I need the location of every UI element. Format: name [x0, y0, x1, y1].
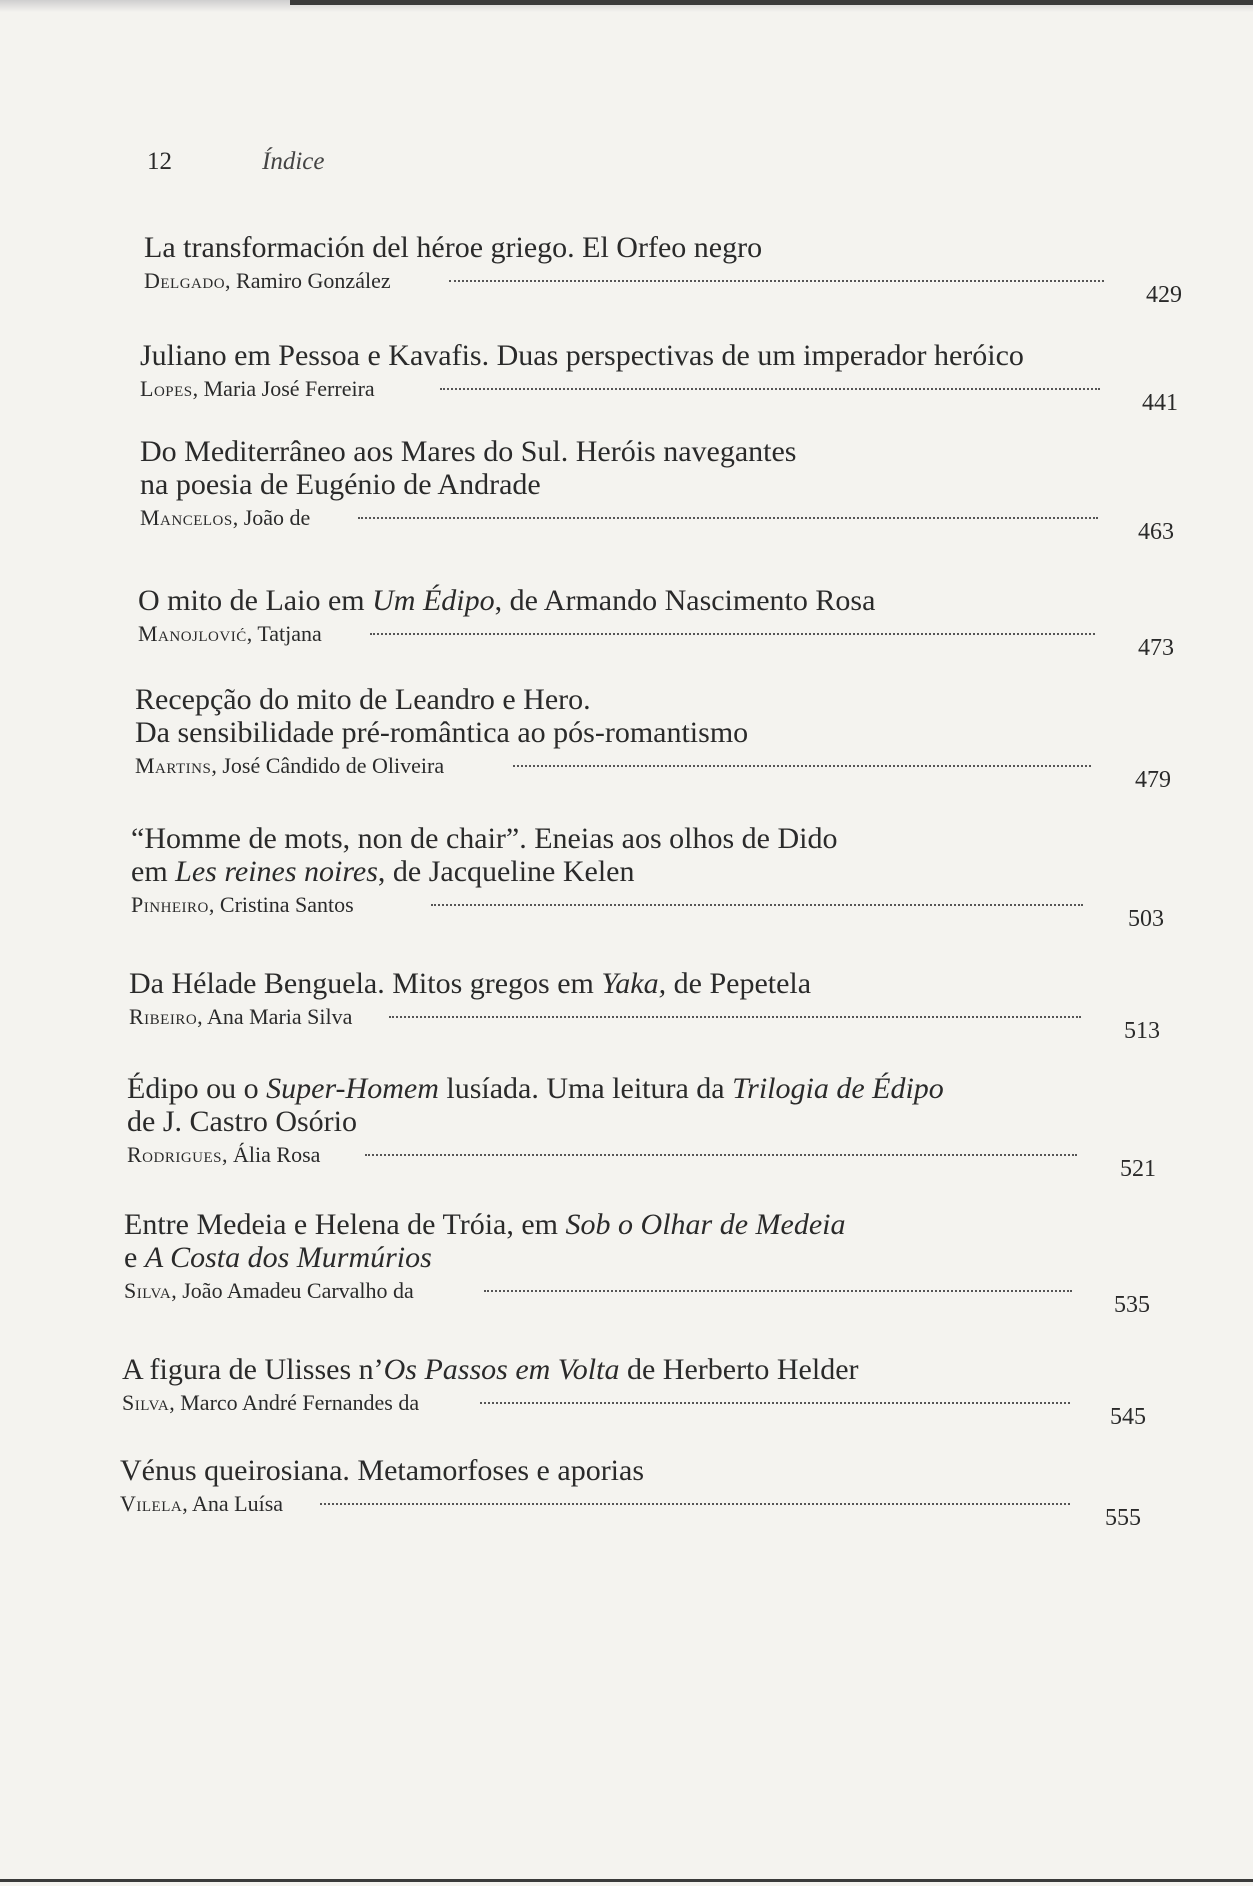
- title-part: Da Hélade Benguela. Mitos gregos em: [129, 967, 602, 1000]
- title-part: Entre Medeia e Helena de Tróia, em: [124, 1208, 566, 1241]
- title-italic: A Costa dos Murmúrios: [144, 1241, 432, 1274]
- entry-page: 503: [1128, 906, 1164, 932]
- title-line: na poesia de Eugénio de Andrade: [140, 468, 541, 501]
- author-surname: Silva: [124, 1278, 172, 1303]
- entry-author: Pinheiro, Cristina Santos: [131, 892, 354, 917]
- toc-entry: [120, 1454, 1170, 1531]
- entry-author-line: [131, 892, 1170, 932]
- leader-dots: [431, 902, 1083, 906]
- toc-entry: [120, 1353, 1170, 1430]
- title-italic: Yaka,: [601, 967, 667, 1000]
- section-title: Índice: [262, 148, 325, 175]
- entry-author-line: [144, 268, 1182, 308]
- title-part: Édipo ou o: [127, 1072, 267, 1105]
- title-italic: Les reines noires: [175, 855, 378, 888]
- entry-author: Silva, João Amadeu Carvalho da: [124, 1278, 414, 1303]
- entry-page: 555: [1105, 1505, 1141, 1531]
- author-given-name: Ramiro González: [236, 268, 391, 293]
- entry-page: 513: [1124, 1018, 1160, 1044]
- title-italic: Super-Homem: [266, 1072, 439, 1105]
- entry-author: Vilela, Ana Luísa: [120, 1491, 284, 1516]
- entry-title: [122, 1353, 1170, 1386]
- author-surname: Martins: [135, 753, 212, 778]
- entry-title: [135, 683, 1170, 749]
- entry-author-line: [138, 621, 1174, 661]
- title-italic: Sob o Olhar de Medeia: [565, 1208, 846, 1241]
- title-part: , de Jacqueline Kelen: [377, 855, 635, 888]
- title-part: A figura de Ulisses n’: [122, 1353, 384, 1386]
- entry-author: Lopes, Maria José Ferreira: [140, 376, 375, 401]
- author-given-name: João de: [243, 505, 311, 530]
- page-number: 12: [147, 148, 172, 175]
- toc-entry: [120, 231, 1182, 308]
- author-given-name: Maria José Ferreira: [203, 376, 375, 401]
- leader-dots: [320, 1501, 1070, 1505]
- author-surname: Delgado: [144, 268, 226, 293]
- title-italic: Os Passos em Volta: [383, 1353, 620, 1386]
- author-given-name: Cristina Santos: [219, 892, 354, 917]
- leader-dots: [365, 1152, 1077, 1156]
- title-part: O mito de Laio em: [138, 584, 373, 617]
- leader-dots: [389, 1014, 1081, 1018]
- entry-author: Silva, Marco André Fernandes da: [122, 1390, 420, 1415]
- entry-author: Rodrigues, Ália Rosa: [127, 1142, 321, 1167]
- author-surname: Lopes: [140, 376, 193, 401]
- title-line: de J. Castro Osório: [127, 1105, 357, 1138]
- entry-author: Mancelos, João de: [140, 505, 311, 530]
- title-line: “Homme de mots, non de chair”. Eneias aos olhos de Dido: [131, 822, 838, 855]
- leader-dots: [484, 1288, 1072, 1292]
- toc-entry: [120, 584, 1174, 661]
- toc-entry: [120, 683, 1171, 793]
- entry-title: Vénus queirosiana. Metamorfoses e aporias: [120, 1454, 645, 1487]
- entry-author-line: [129, 1004, 1170, 1044]
- author-surname: Silva: [122, 1390, 170, 1415]
- title-part: de Pepetela: [666, 967, 812, 1000]
- author-given-name: Ana Maria Silva: [206, 1004, 353, 1029]
- title-part: e: [124, 1241, 145, 1274]
- entry-author: Martins, José Cândido de Oliveira: [135, 753, 445, 778]
- title-line: Da sensibilidade pré-romântica ao pós-romantismo: [135, 716, 749, 749]
- entry-page: 473: [1138, 635, 1174, 661]
- entry-author-line: [127, 1142, 1170, 1182]
- author-given-name: Ana Luísa: [192, 1491, 284, 1516]
- author-surname: Rodrigues: [127, 1142, 223, 1167]
- entry-page: 535: [1114, 1292, 1150, 1318]
- title-part: , de Armando Nascimento Rosa: [494, 584, 876, 617]
- author-surname: Ribeiro: [129, 1004, 198, 1029]
- title-part: de Herberto Helder: [619, 1353, 859, 1386]
- entry-title: [124, 1208, 1170, 1274]
- author-surname: Manojlović: [138, 621, 247, 646]
- entry-page: 521: [1120, 1156, 1156, 1182]
- toc-entry: [120, 339, 1178, 416]
- entry-author-line: [140, 376, 1178, 416]
- author-surname: Vilela: [120, 1491, 183, 1516]
- entry-author: Delgado, Ramiro González: [144, 268, 391, 293]
- entry-title: [127, 1072, 1170, 1138]
- author-given-name: Marco André Fernandes da: [180, 1390, 420, 1415]
- title-italic: Trilogia de Édipo: [732, 1072, 944, 1105]
- entry-title: La transformación del héroe griego. El Orfeo negro: [144, 231, 763, 264]
- entry-author-line: [140, 505, 1174, 545]
- entry-author-line: [122, 1390, 1170, 1430]
- title-line: Do Mediterrâneo aos Mares do Sul. Heróis navegantes: [140, 435, 797, 468]
- entry-title: [129, 967, 1170, 1000]
- entry-page: 429: [1146, 282, 1182, 308]
- title-italic: Um Édipo: [372, 584, 495, 617]
- entry-page: 479: [1135, 767, 1171, 793]
- leader-dots: [480, 1400, 1070, 1404]
- entry-title: Juliano em Pessoa e Kavafis. Duas perspectivas de um imperador heróico: [140, 339, 1024, 372]
- entry-author-line: [124, 1278, 1170, 1318]
- leader-dots: [513, 763, 1091, 767]
- entry-page: 545: [1110, 1404, 1146, 1430]
- entry-title: [140, 435, 1170, 501]
- author-given-name: Ália Rosa: [233, 1142, 321, 1167]
- author-given-name: Tatjana: [257, 621, 322, 646]
- entry-title: [138, 584, 1170, 617]
- author-surname: Pinheiro: [131, 892, 209, 917]
- entry-author: Ribeiro, Ana Maria Silva: [129, 1004, 353, 1029]
- toc-entry: [120, 1072, 1170, 1182]
- toc-entry: [120, 435, 1174, 545]
- entry-page: 463: [1138, 519, 1174, 545]
- author-given-name: José Cândido de Oliveira: [222, 753, 445, 778]
- title-part: em: [131, 855, 176, 888]
- toc-entry: [120, 822, 1170, 932]
- entry-author-line: [120, 1491, 1170, 1531]
- leader-dots: [370, 631, 1095, 635]
- entry-title: [131, 822, 1170, 888]
- title-line: Recepção do mito de Leandro e Hero.: [135, 683, 591, 716]
- leader-dots: [449, 278, 1104, 282]
- author-surname: Mancelos: [140, 505, 233, 530]
- toc-entry: [120, 1208, 1170, 1318]
- entry-author: Manojlović, Tatjana: [138, 621, 322, 646]
- entry-author-line: [135, 753, 1171, 793]
- title-part: lusíada. Uma leitura da: [438, 1072, 733, 1105]
- toc-entry: [120, 967, 1170, 1044]
- author-given-name: João Amadeu Carvalho da: [182, 1278, 414, 1303]
- entry-page: 441: [1142, 390, 1178, 416]
- leader-dots: [440, 386, 1100, 390]
- leader-dots: [358, 515, 1098, 519]
- table-of-contents: [120, 0, 1182, 1886]
